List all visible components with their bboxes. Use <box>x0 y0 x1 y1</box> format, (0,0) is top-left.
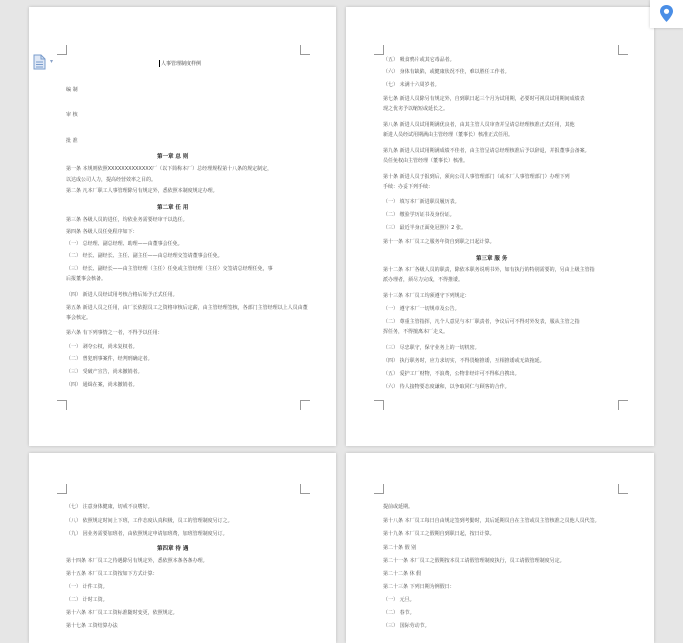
text-line: （三） 最近半身正面免冠照片 2 张。 <box>383 225 466 231</box>
text-line: 后报董事会核备。 <box>66 276 107 282</box>
text-line: （一） 填写本厂新进职员履历表。 <box>383 199 460 205</box>
location-pin-icon <box>650 0 683 28</box>
text-line: 第十八条 本厂员工每日自由规定签到考勤时，其后延期员自在主管或员主管核准之员他人员代签。 <box>383 518 600 524</box>
text-line: 第二十二条 休 假 <box>383 571 422 577</box>
document-page-3[interactable] <box>29 453 336 643</box>
text-line: 挥任务，不得擅离本厂走义。 <box>383 329 449 335</box>
text-line: 第十二条 本厂各级人员的职责，除依本职务说明书外，如有执行的特别需要的，另由上级主管指 <box>383 267 595 273</box>
text-line: 提前或延期。 <box>383 504 414 510</box>
text-line: 第五条 新进人员之任用，由厂长依据员工之资格审核后定薪，由主管经理签核，各部门主管经理以上人员由董 <box>66 305 308 311</box>
text-line: 手续：办妥下列手续： <box>383 184 434 190</box>
text-line: （九） 因业务需要加班者，由依照规定申请加班费，加班管理制度另订。 <box>66 531 228 537</box>
text-line: 现之优劣予以缩短或延长之。 <box>383 106 449 112</box>
text-line: 第二十三条 下列日期为例假日： <box>383 584 455 590</box>
chapter-heading: 第四章 待 遇 <box>157 546 189 552</box>
text-line: （二） 经长、副经长、主任、副主任——由总经理交签请董事会任免。 <box>66 253 223 259</box>
chevron-down-icon[interactable]: ▾ <box>50 58 54 65</box>
text-line: 第十六条 本厂员工工资标准随时变更，依照规定。 <box>66 610 178 616</box>
document-page-2[interactable] <box>346 7 654 446</box>
text-line: （八） 依照规定时间上下班，工作态度认真积极，员工的管理制度另订之。 <box>66 518 233 524</box>
meta-line: 审 核 <box>66 112 78 118</box>
text-line: （六） 待人接物要态度谦和，以争取同仁与顾客的合作。 <box>383 384 510 390</box>
text-line: （一） 剥夺公权，尚未复权者。 <box>66 344 138 350</box>
meta-line: 编 制 <box>66 87 78 93</box>
location-button[interactable] <box>650 0 683 28</box>
document-outline-icon[interactable] <box>33 54 46 70</box>
crop-mark <box>57 45 67 55</box>
text-line: （三） 国际劳动节。 <box>383 623 430 629</box>
page-title[interactable]: 人事管理制度样例 <box>161 61 202 67</box>
text-line: （二） 计时工资。 <box>66 597 108 603</box>
chapter-heading: 第三章 服 务 <box>476 256 508 262</box>
text-line: （三） 受破产宣告，尚未撤销者。 <box>66 369 143 375</box>
text-line: （七） 未满十六周岁者。 <box>383 82 440 88</box>
crop-mark <box>57 484 67 494</box>
text-line: （三） 尽忠职守，保守业务上的一切机密。 <box>383 345 480 351</box>
text-line: （一） 元旦。 <box>383 597 415 603</box>
crop-mark <box>618 484 628 494</box>
text-line: （二） 春节。 <box>383 610 415 616</box>
text-line: 第四条 各级人员任免程序如下： <box>66 229 138 235</box>
crop-mark <box>300 484 310 494</box>
text-line: （六） 身体有缺陷，或健康状况不佳，难以胜任工作者。 <box>383 69 510 75</box>
text-line: 派办理者，须尽力完成，不得推诿。 <box>383 277 464 283</box>
crop-mark <box>374 400 384 410</box>
document-page-1[interactable] <box>29 7 336 446</box>
meta-line: 批 准 <box>66 138 78 144</box>
text-line: （二） 尊重主管指挥，凡个人意见与本厂职责者，争议后可不得对外发表，服从主管之指 <box>383 319 580 325</box>
crop-mark <box>618 45 628 55</box>
chapter-heading: 第一章 总 则 <box>157 154 189 160</box>
text-line: （四） 新进人员经试用考核合格后始予正式任用。 <box>66 292 178 298</box>
text-line: （一） 遵守本厂一切规章及公告。 <box>383 306 460 312</box>
text-line: 以达成公司人力，提高经营效率之目的。 <box>66 177 157 183</box>
text-line: （一） 总经理、副总经理、助理——由董事会任免。 <box>66 241 183 247</box>
crop-mark <box>618 400 628 410</box>
crop-mark <box>374 45 384 55</box>
text-line: 第二条 凡本厂职工人事管理除另有规定外，悉依照本制度规定办理。 <box>66 188 218 194</box>
text-line: 第二十条 假 别 <box>383 545 417 551</box>
text-line: 事会核定。 <box>66 315 92 321</box>
text-line: 第十七条 工资结算办法 <box>66 623 118 629</box>
text-line: 第八条 新进人员试用期满优良者，由其主管人员审查并呈请总经理核准正式任用，其他 <box>383 122 575 128</box>
text-line: 第七条 新进人员除另有规定外，自到职日起三个月为试用期，必要时可视员试用期间成绩表 <box>383 96 585 102</box>
text-line: 第一条 本规则依照XXXXXXXXXXXXX厂（以下简称本厂）总经理规程第十八条的规定制定， <box>66 166 273 172</box>
text-line: （四） 通缉在案，尚未撤销者。 <box>66 382 138 388</box>
text-line: 第十三条 本厂员工均须遵守下列规定： <box>383 293 470 299</box>
text-line: 第十四条 本厂员工之待遇除另有规定外，悉依照本条各条办理。 <box>66 558 208 564</box>
crop-mark <box>374 484 384 494</box>
text-line: （五） 吸食鸦片或其它毒品者。 <box>383 57 455 63</box>
text-line: 第十五条 本厂员工工资按如下方式计算： <box>66 571 158 577</box>
text-line: （七） 注意身体健康，切戒不良嗜好。 <box>66 504 153 510</box>
crop-mark <box>300 400 310 410</box>
text-line: （五） 爱护工厂财物，不浪费，公物非经许可不得私自携出。 <box>383 371 520 377</box>
crop-mark <box>57 400 67 410</box>
text-line: 第二十一条 本厂员工之假期按本员工请假管理制度执行，员工请假管理制度另定。 <box>383 558 565 564</box>
text-line: （二） 缴验学历证书及身份证。 <box>383 212 455 218</box>
text-line: 第十九条 本厂员工之假期自到职日起，按日计算。 <box>383 531 495 537</box>
text-line: 第十条 新进人员于报到后，须向公司人事管理部门（或本厂人事管理部门）办理下列 <box>383 174 570 180</box>
text-cursor <box>159 60 160 67</box>
document-page-4[interactable] <box>346 453 654 643</box>
text-line: （三） 经长、副经长——由主管经理（主任）任免或主管经理（主任）交签请总经理任免，事 <box>66 266 273 272</box>
text-line: （二） 曾犯刑事案件，经判刑确定者。 <box>66 356 153 362</box>
text-line: 第十一条 本厂员工之服务年资自到职之日起计算。 <box>383 239 495 245</box>
text-line: （四） 执行职务时，应力求切实，不得畏缩推诿，互相推诿或无故拖延。 <box>383 358 545 364</box>
chapter-heading: 第二章 任 用 <box>157 205 189 211</box>
text-line: 第九条 新进人员试用期满成绩不佳者，由主管呈请总经理核准后予以辞退，并报董事会备案。 <box>383 148 590 154</box>
text-line: 第三条 各级人员的进任，均依业务需要经审干以选任。 <box>66 217 188 223</box>
text-line: 新进人员经试用期满由主管经理（董事长）核准正式任用。 <box>383 132 514 138</box>
text-line: 第六条 有下列事情之一者，不得予以任用： <box>66 330 163 336</box>
text-line: （一） 计件工资。 <box>66 584 108 590</box>
crop-mark <box>300 45 310 55</box>
text-line: 员任免权由主管经理（董事长）核准。 <box>383 158 469 164</box>
